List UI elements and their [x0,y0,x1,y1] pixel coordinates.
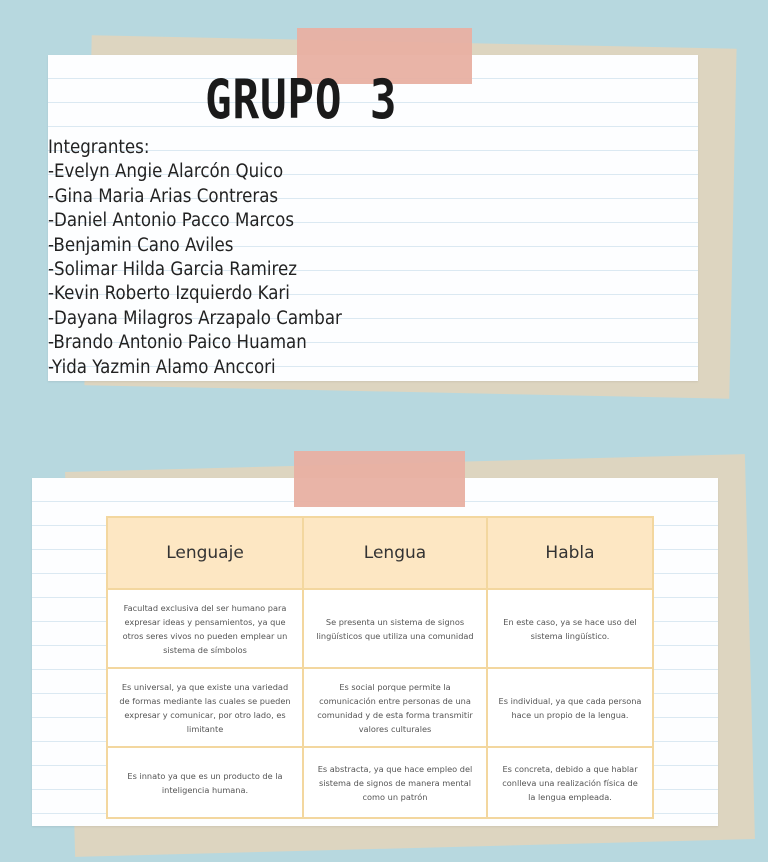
table-header-row [108,518,652,590]
member-item: -Benjamin Cano Aviles [48,234,234,256]
table-cell: Es social porque permite la comunicación entre personas de una comunidad y de esta forma transmitir valores culturales [304,669,488,746]
member-item: -Gina Maria Arias Contreras [48,185,279,207]
table-cell: Es innato ya que es un producto de la inteligencia humana. [108,748,304,817]
header-cell-lenguaje: Lenguaje [108,518,304,588]
table-cell: En este caso, ya se hace uso del sistema lingüístico. [503,616,637,641]
table-cell: Es universal, ya que existe una variedad de formas mediante las cuales se pueden expresar y comunicar, por otro lado, es limitante [108,669,304,746]
table-cell: Se presenta un sistema de signos lingüísticos que utiliza una comunidad [304,590,488,667]
tape-bottom [294,451,465,507]
members-list [48,136,375,380]
group-title: GRUPO 3 [205,68,398,131]
table-cell: Facultad exclusiva del ser humano para expresar ideas y pensamientos, ya que otros seres vivos no pueden emplear un sistema de símbolos [108,590,304,667]
comparison-table [106,516,654,819]
table-cell: Es individual, ya que cada persona hace un propio de la lengua. [498,695,642,720]
table-cell: Es concreta, debido a que hablar conlleva una realización física de la lengua empleada. [502,763,638,802]
member-item: -Daniel Antonio Pacco Marcos [48,210,295,232]
members-heading: Integrantes: [48,137,150,158]
table-row [108,590,652,669]
member-item: -Dayana Milagros Arzapalo Cambar [48,307,342,329]
member-item: -Brando Antonio Paico Huaman [48,332,307,354]
member-item: -Solimar Hilda Garcia Ramirez [48,259,297,281]
member-item: -Evelyn Angie Alarcón Quico [48,161,284,183]
member-item: -Yida Yazmin Alamo Anccori [48,356,276,378]
member-item: -Kevin Roberto Izquierdo Kari [48,283,290,305]
table-row [108,669,652,748]
header-cell-habla: Habla [545,543,595,563]
table-cell: Es abstracta, ya que hace empleo del sistema de signos de manera mental como un patrón [304,748,488,817]
header-cell-lengua: Lengua [304,518,488,588]
table-row [108,748,652,817]
